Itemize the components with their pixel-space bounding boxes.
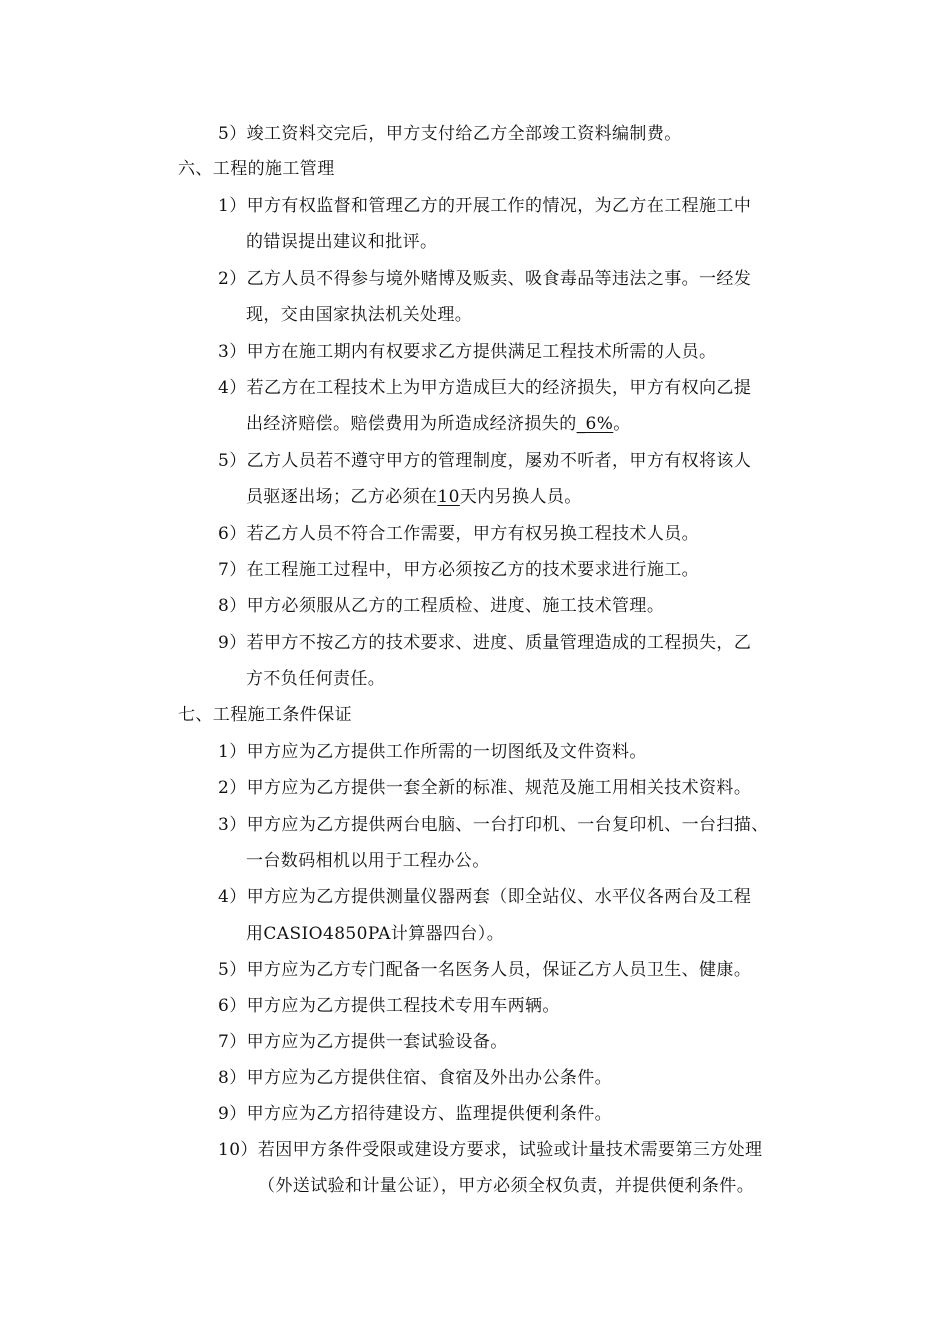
list-number: 6） [218,996,247,1016]
s6-item1 [218,196,751,216]
list-number: 7） [218,1032,247,1052]
s7-item10 [218,1140,762,1160]
list-text: 甲方应为乙方提供工作所需的一切图纸及文件资料。 [246,742,647,762]
list-number: 2） [218,269,247,289]
list-text: 竣工资料交完后，甲方支付给乙方全部竣工资料编制费。 [246,124,682,144]
s7-item4 [218,887,751,907]
list-number: 5） [218,124,247,144]
s5-item5 [218,124,682,144]
list-text: 若乙方人员不符合工作需要，甲方有权另换工程技术人员。 [246,524,700,544]
list-number: 6） [218,524,247,544]
list-text: 甲方应为乙方提供测量仪器两套（即全站仪、水平仪各两台及工程 [246,887,752,907]
s6-item9 [218,633,751,653]
s7-item9 [218,1104,612,1124]
list-text: 员驱逐出场；乙方必须在 [246,487,438,507]
list-number: 4） [218,887,247,907]
list-text: 。 [613,414,631,434]
list-text: 甲方应为乙方提供住宿、食宿及外出办公条件。 [246,1068,613,1088]
section-heading-7: 七、工程施工条件保证 [178,705,352,725]
list-text: 甲方应为乙方提供两台电脑、一台打印机、一台复印机、一台扫描、 [246,815,769,835]
list-number: 10） [218,1140,258,1160]
list-text: 乙方人员若不遵守甲方的管理制度，屡劝不听者，甲方有权将该人 [246,451,752,471]
list-number: 8） [218,596,247,616]
list-text: 若乙方在工程技术上为甲方造成巨大的经济损失，甲方有权向乙提 [246,378,752,398]
s7-item3-cont: 一台数码相机以用于工程办公。 [246,851,490,871]
list-text: 甲方应为乙方提供工程技术专用车两辆。 [246,996,560,1016]
list-text: 若因甲方条件受限或建设方要求，试验或计量技术需要第三方处理 [257,1140,763,1160]
list-number: 5） [218,451,247,471]
list-number: 4） [218,378,247,398]
list-number: 3） [218,815,247,835]
s7-item7 [218,1032,508,1052]
s6-item4-cont [246,414,631,434]
list-number: 8） [218,1068,247,1088]
s6-item2 [218,269,751,289]
underlined-value: _6% [576,414,614,434]
list-text: 出经济赔偿。赔偿费用为所造成经济损失的 [246,414,577,434]
list-text: 甲方有权监督和管理乙方的开展工作的情况，为乙方在工程施工中 [246,196,752,216]
s6-item8 [218,596,664,616]
list-number: 7） [218,560,247,580]
s6-item6 [218,524,699,544]
s6-item1-cont: 的错误提出建议和批评。 [246,232,438,252]
s6-item5-cont [246,487,582,507]
list-text: 甲方应为乙方招待建设方、监理提供便利条件。 [246,1104,613,1124]
list-text: 若甲方不按乙方的技术要求、进度、质量管理造成的工程损失，乙 [246,633,752,653]
s7-item1 [218,742,647,762]
s7-item8 [218,1068,612,1088]
list-text: 乙方人员不得参与境外赌博及贩卖、吸食毒品等违法之事。一经发 [246,269,752,289]
s7-item4-cont: 用CASIO4850PA计算器四台）。 [246,924,505,944]
underlined-value: 10 [437,487,460,507]
s6-item9-cont: 方不负任何责任。 [246,669,386,689]
list-number: 1） [218,196,247,216]
list-number: 9） [218,1104,247,1124]
list-text: 甲方应为乙方提供一套试验设备。 [246,1032,508,1052]
list-text: 甲方应为乙方专门配备一名医务人员，保证乙方人员卫生、健康。 [246,960,752,980]
list-number: 5） [218,960,247,980]
s7-item5 [218,960,751,980]
list-number: 9） [218,633,247,653]
s6-item5 [218,451,751,471]
list-number: 2） [218,778,247,798]
section-heading-6: 六、工程的施工管理 [178,159,335,179]
list-text: 甲方必须服从乙方的工程质检、进度、施工技术管理。 [246,596,665,616]
s6-item3 [218,342,716,362]
s6-item2-cont: 现，交由国家执法机关处理。 [246,305,473,325]
list-text: 天内另换人员。 [459,487,582,507]
s7-item3 [218,815,769,835]
s7-item2 [218,778,751,798]
list-text: 甲方在施工期内有权要求乙方提供满足工程技术所需的人员。 [246,342,717,362]
s6-item4 [218,378,751,398]
s6-item7 [218,560,699,580]
list-text: 在工程施工过程中，甲方必须按乙方的技术要求进行施工。 [246,560,700,580]
list-number: 1） [218,742,247,762]
list-text: 甲方应为乙方提供一套全新的标准、规范及施工用相关技术资料。 [246,778,752,798]
s7-item6 [218,996,560,1016]
s7-item10-cont: （外送试验和计量公证），甲方必须全权负责，并提供便利条件。 [258,1176,755,1196]
list-number: 3） [218,342,247,362]
